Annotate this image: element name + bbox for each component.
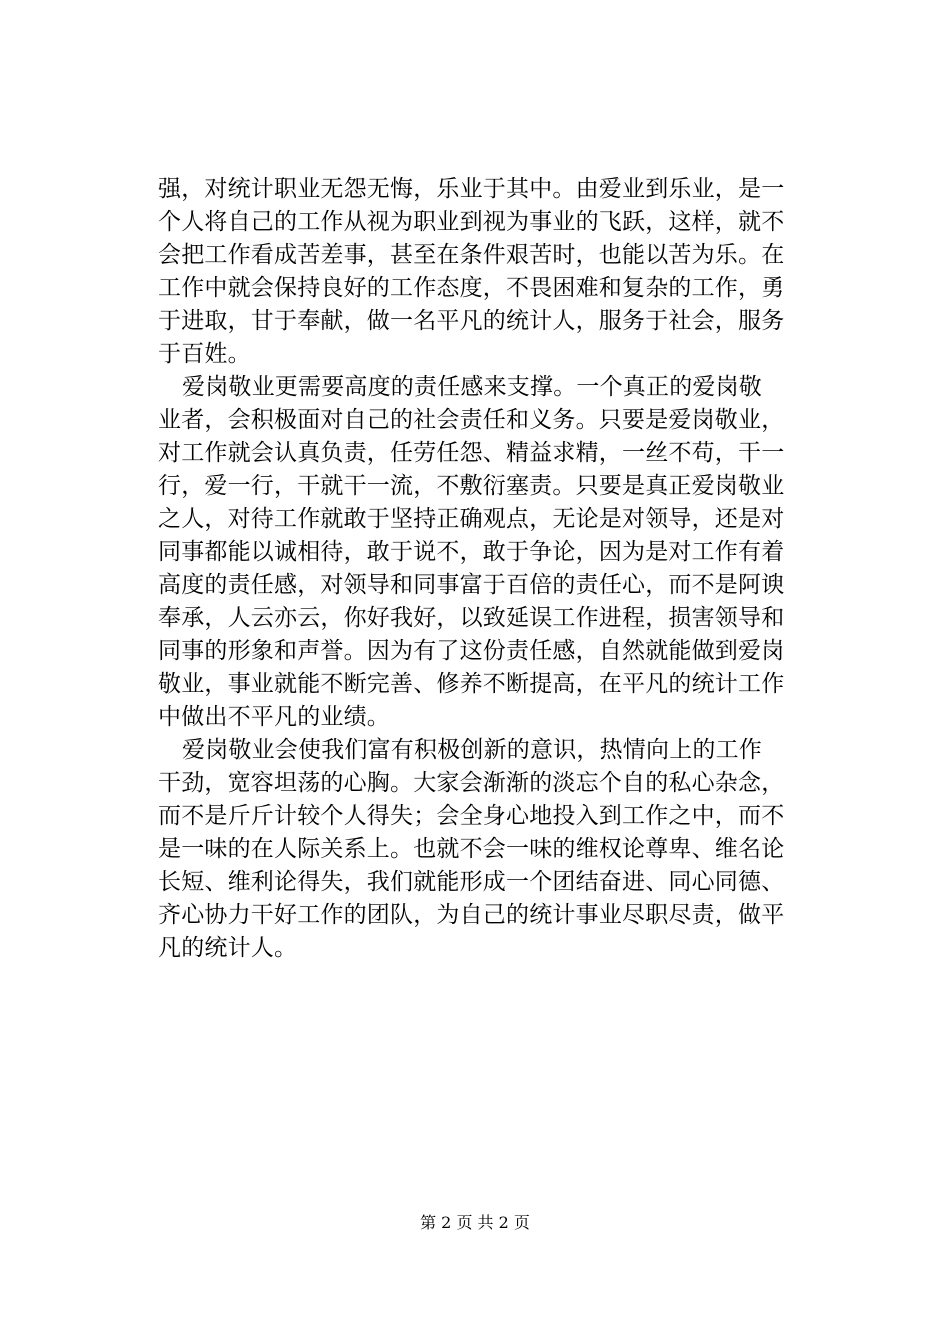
- paragraph: [158, 173, 808, 371]
- paragraph: [158, 371, 808, 734]
- text-line: 奉承，人云亦云，你好我好，以致延误工作进程，损害领导和: [158, 605, 785, 631]
- text-line: 敬业，事业就能不断完善、修养不断提高，在平凡的统计工作: [158, 671, 785, 697]
- text-line: 是一味的在人际关系上。也就不会一味的维权论尊卑、维名论: [158, 836, 785, 862]
- text-line: 于进取，甘于奉献，做一名平凡的统计人，服务于社会，服务: [158, 308, 785, 334]
- text-line: 业者，会积极面对自己的社会责任和义务。只要是爱岗敬业，: [158, 407, 785, 433]
- text-line: 干劲，宽容坦荡的心胸。大家会渐渐的淡忘个自的私心杂念，: [158, 770, 785, 796]
- text-line: 长短、维利论得失，我们就能形成一个团结奋进、同心同德、: [158, 869, 785, 895]
- text-line: 同事都能以诚相待，敢于说不，敢于争论，因为是对工作有着: [158, 539, 785, 565]
- text-line: 工作中就会保持良好的工作态度，不畏困难和复杂的工作，勇: [158, 275, 785, 301]
- document-body: [158, 173, 808, 965]
- text-line: 于百姓。: [158, 341, 251, 367]
- text-line: 同事的形象和声誉。因为有了这份责任感，自然就能做到爱岗: [158, 638, 785, 664]
- text-line: 行，爱一行，干就干一流，不敷衍塞责。只要是真正爱岗敬业: [158, 473, 785, 499]
- text-line: 个人将自己的工作从视为职业到视为事业的飞跃，这样，就不: [158, 209, 785, 235]
- text-line: 之人，对待工作就敢于坚持正确观点，无论是对领导，还是对: [158, 506, 785, 532]
- text-line: 爱岗敬业会使我们富有积极创新的意识，热情向上的工作: [182, 737, 762, 763]
- text-line: 凡的统计人。: [158, 935, 298, 961]
- text-line: 中做出不平凡的业绩。: [158, 704, 390, 730]
- text-line: 而不是斤斤计较个人得失；会全身心地投入到工作之中，而不: [158, 803, 785, 829]
- text-line: 齐心协力干好工作的团队，为自己的统计事业尽职尽责，做平: [158, 902, 785, 928]
- text-line: 对工作就会认真负责，任劳任怨、精益求精，一丝不苟，干一: [158, 440, 785, 466]
- paragraph: [158, 734, 808, 965]
- text-line: 高度的责任感，对领导和同事富于百倍的责任心，而不是阿谀: [158, 572, 785, 598]
- page-number-footer: 第 2 页 共 2 页: [420, 1213, 530, 1232]
- text-line: 强，对统计职业无怨无悔，乐业于其中。由爱业到乐业，是一: [158, 176, 785, 202]
- text-line: 会把工作看成苦差事，甚至在条件艰苦时，也能以苦为乐。在: [158, 242, 785, 268]
- text-line: 爱岗敬业更需要高度的责任感来支撑。一个真正的爱岗敬: [182, 374, 762, 400]
